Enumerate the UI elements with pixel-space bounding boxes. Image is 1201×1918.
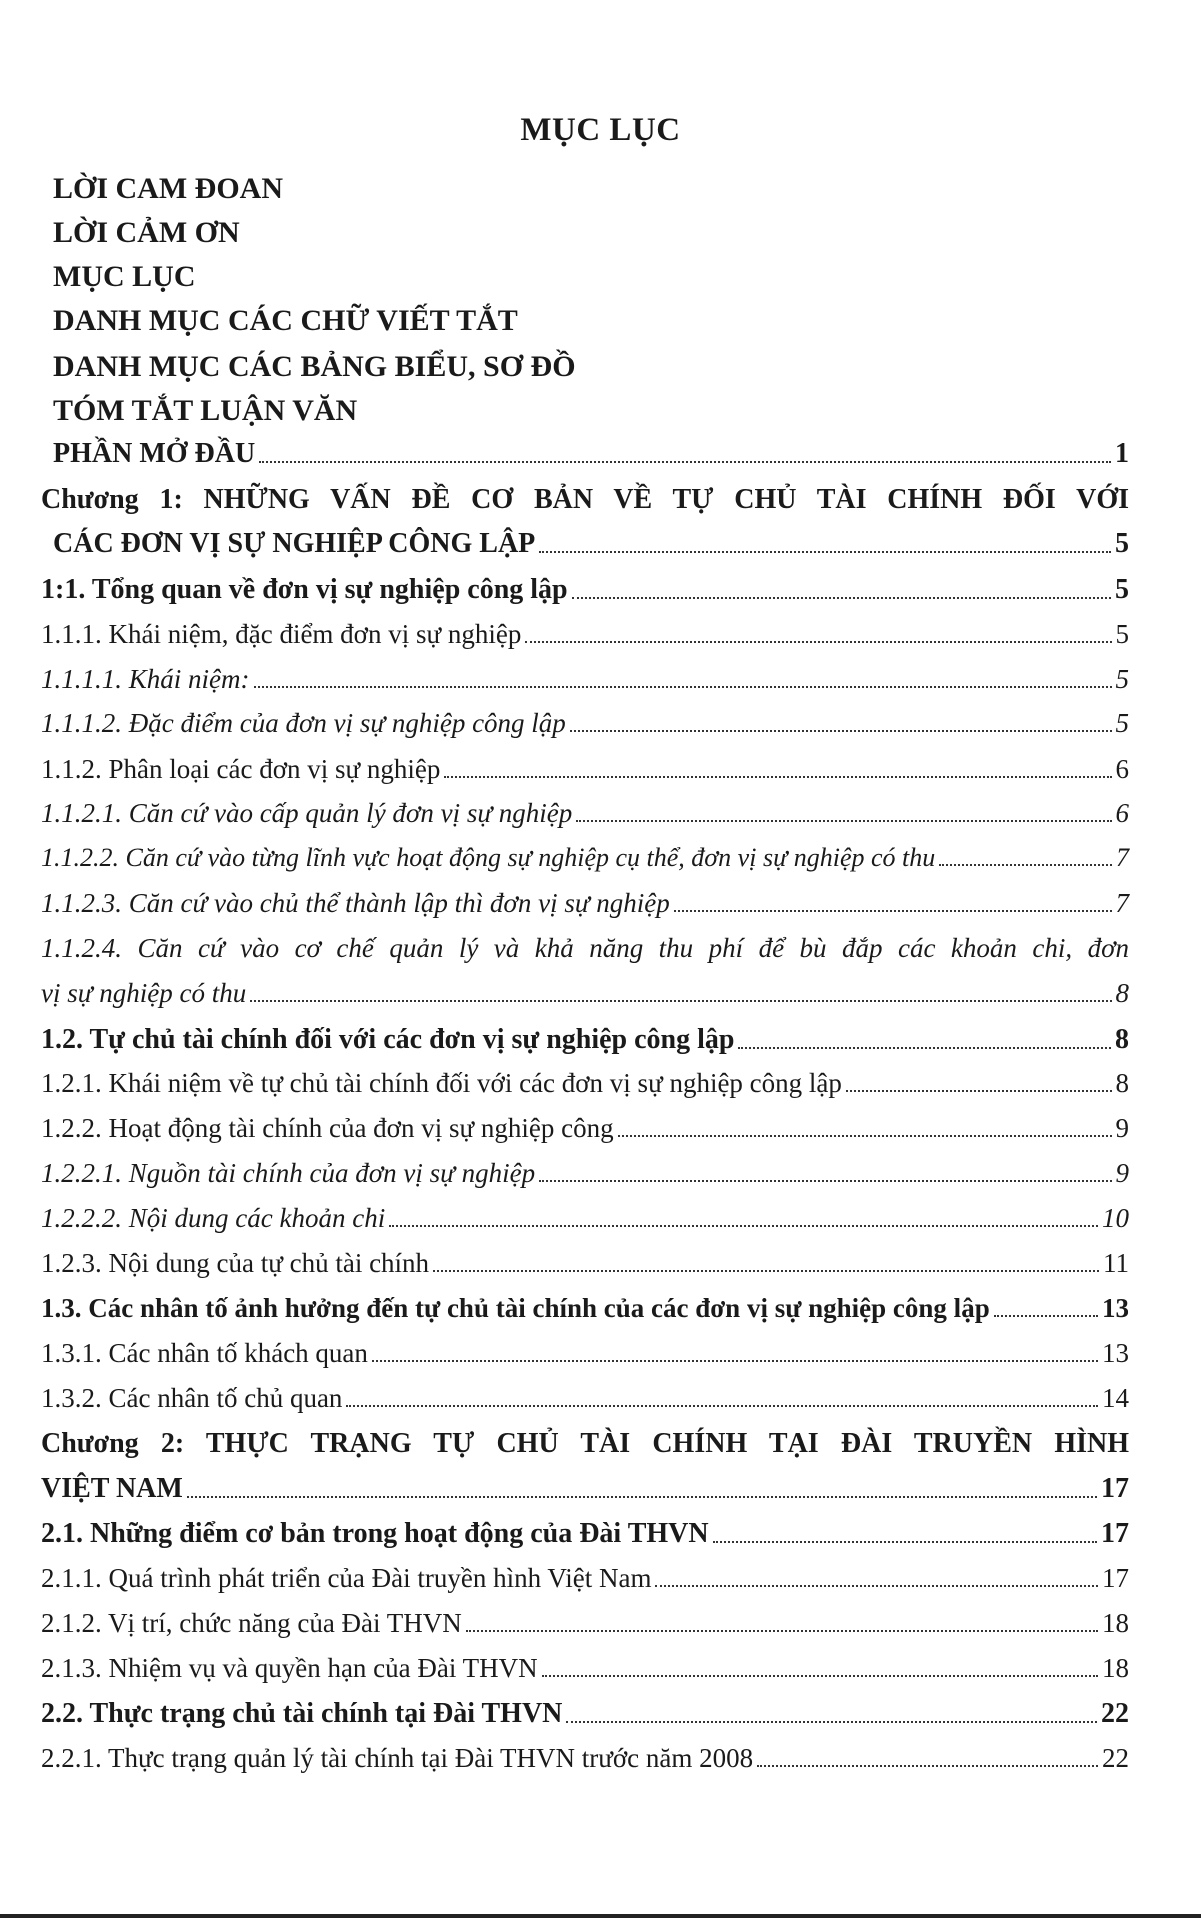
leader-dots: [566, 1721, 1097, 1723]
toc-entry: [41, 1608, 1129, 1639]
leader-dots: [576, 820, 1111, 822]
entry-text: 1.2.2. Hoạt động tài chính của đơn vị sự nghiệp công: [41, 1113, 614, 1143]
toc-entry: [41, 1113, 1129, 1144]
leader-dots: [372, 1360, 1098, 1362]
entry-text: 2.2.1. Thực trạng quản lý tài chính tại Đài THVN trước năm 2008: [41, 1743, 754, 1773]
toc-entry: [41, 1698, 1129, 1730]
front-matter-item: LỜI CẢM ƠN: [53, 216, 240, 249]
front-matter-item: DANH MỤC CÁC CHỮ VIẾT TẮT: [53, 304, 518, 337]
entry-text: CÁC ĐƠN VỊ SỰ NGHIỆP CÔNG LẬP: [53, 528, 536, 559]
entry-text: 1.1.2. Phân loại các đơn vị sự nghiệp: [41, 754, 441, 784]
toc-entry: [41, 1293, 1129, 1324]
leader-dots: [389, 1225, 1098, 1227]
entry-text: 1.2.3. Nội dung của tự chủ tài chính: [41, 1248, 430, 1278]
entry-text: PHẦN MỞ ĐẦU: [53, 438, 256, 469]
toc-entry: [41, 1158, 1129, 1189]
leader-dots: [346, 1405, 1098, 1407]
chapter-heading-line: Chương 1: NHỮNG VẤN ĐỀ CƠ BẢN VỀ TỰ CHỦ TÀI CHÍNH ĐỐI VỚI: [41, 484, 1129, 515]
toc-entry: [41, 708, 1129, 739]
front-matter-item: MỤC LỤC: [53, 260, 196, 293]
leader-dots: [539, 551, 1111, 553]
entry-text: 1.1.1. Khái niệm, đặc điểm đơn vị sự nghiệp: [41, 619, 522, 649]
toc-entry: [41, 843, 1129, 873]
front-matter-item: TÓM TẮT LUẬN VĂN: [53, 394, 358, 427]
page-number: 17: [1101, 1473, 1129, 1504]
toc-entry: [53, 438, 1129, 470]
entry-text: 1.2.2.2. Nội dung các khoản chi: [41, 1203, 386, 1233]
leader-dots: [713, 1541, 1097, 1543]
page-number: 6: [1115, 754, 1129, 784]
toc-entry: [41, 1068, 1129, 1099]
entry-heading-line: 1.1.2.4. Căn cứ vào cơ chế quản lý và khả năng thu phí để bù đắp các khoản chi, đơn: [41, 933, 1129, 963]
toc-entry: [41, 754, 1129, 785]
page-number: 8: [1115, 1024, 1129, 1055]
leader-dots: [254, 686, 1112, 688]
toc-entry: [41, 1203, 1129, 1234]
entry-text: 1.1.2.2. Căn cứ vào từng lĩnh vực hoạt động sự nghiệp cụ thể, đơn vị sự nghiệp có thu: [41, 843, 936, 872]
toc-entry: [41, 798, 1129, 829]
entry-text: 1.2.1. Khái niệm về tự chủ tài chính đối với các đơn vị sự nghiệp công lập: [41, 1068, 842, 1098]
entry-text: 2.1.1. Quá trình phát triển của Đài truyền hình Việt Nam: [41, 1563, 652, 1593]
toc-entry: [41, 1563, 1129, 1594]
entry-text: 1.3.1. Các nhân tố khách quan: [41, 1338, 368, 1368]
leader-dots: [738, 1047, 1111, 1049]
page-number: 18: [1102, 1608, 1129, 1638]
toc-entry: [41, 1518, 1129, 1550]
page-number: 9: [1115, 1113, 1129, 1143]
leader-dots: [572, 597, 1111, 599]
entry-text: 1.1.1.1. Khái niệm:: [41, 664, 250, 694]
entry-text: 1.1.2.3. Căn cứ vào chủ thể thành lập thì đơn vị sự nghiệp: [41, 888, 670, 918]
toc-entry: [41, 1024, 1129, 1056]
leader-dots: [757, 1765, 1098, 1767]
leader-dots: [444, 776, 1111, 778]
scan-edge-line: [0, 1914, 1201, 1918]
entry-text: 1.1.2.1. Căn cứ vào cấp quản lý đơn vị sự nghiệp: [41, 798, 573, 828]
page-number: 1: [1115, 438, 1129, 469]
toc-entry: [41, 1248, 1129, 1279]
page-number: 14: [1102, 1383, 1129, 1413]
page-number: 13: [1102, 1338, 1129, 1368]
entry-text: 2.1.3. Nhiệm vụ và quyền hạn của Đài THVN: [41, 1653, 538, 1683]
page-number: 13: [1102, 1293, 1129, 1323]
toc-title: MỤC LỤC: [520, 112, 681, 148]
entry-text: 2.1.2. Vị trí, chức năng của Đài THVN: [41, 1608, 462, 1638]
toc-entry: [41, 888, 1129, 919]
page-number: 18: [1102, 1653, 1129, 1683]
toc-entry: [41, 1653, 1129, 1684]
leader-dots: [570, 730, 1112, 732]
page-number: 22: [1102, 1743, 1129, 1773]
page-number: 11: [1103, 1248, 1129, 1278]
entry-text: 1.2. Tự chủ tài chính đối với các đơn vị sự nghiệp công lập: [41, 1024, 735, 1055]
leader-dots: [466, 1630, 1098, 1632]
entry-text: 1.3.2. Các nhân tố chủ quan: [41, 1383, 343, 1413]
page-number: 17: [1102, 1563, 1129, 1593]
leader-dots: [539, 1180, 1111, 1182]
page-number: 8: [1115, 1068, 1129, 1098]
leader-dots: [259, 461, 1111, 463]
toc-entry: [41, 664, 1129, 695]
entry-text: vị sự nghiệp có thu: [41, 978, 247, 1008]
page-number: 7: [1115, 888, 1129, 918]
toc-entry: [41, 574, 1129, 606]
entry-text: 1:1. Tổng quan về đơn vị sự nghiệp công lập: [41, 574, 568, 605]
page-number: 17: [1101, 1518, 1129, 1549]
toc-entry: [41, 1383, 1129, 1414]
toc-entry: [41, 1743, 1129, 1774]
toc-entry: [41, 1473, 1129, 1505]
page-number: 5: [1115, 528, 1129, 559]
page-number: 10: [1102, 1203, 1129, 1233]
leader-dots: [939, 864, 1112, 866]
page-number: 5: [1115, 574, 1129, 605]
entry-text: 1.1.1.2. Đặc điểm của đơn vị sự nghiệp công lập: [41, 708, 566, 738]
page-number: 5: [1115, 664, 1129, 694]
chapter-heading-line: Chương 2: THỰC TRẠNG TỰ CHỦ TÀI CHÍNH TẠI ĐÀI TRUYỀN HÌNH: [41, 1428, 1129, 1459]
toc-entry: [41, 1338, 1129, 1369]
entry-text: 1.2.2.1. Nguồn tài chính của đơn vị sự nghiệp: [41, 1158, 536, 1188]
entry-text: 2.2. Thực trạng chủ tài chính tại Đài THVN: [41, 1698, 563, 1729]
page-number: 5: [1115, 708, 1129, 738]
leader-dots: [674, 910, 1112, 912]
page-number: 22: [1101, 1698, 1129, 1729]
leader-dots: [655, 1585, 1098, 1587]
front-matter-item: LỜI CAM ĐOAN: [53, 172, 283, 205]
leader-dots: [525, 641, 1111, 643]
entry-text: 1.3. Các nhân tố ảnh hưởng đến tự chủ tài chính của các đơn vị sự nghiệp công lập: [41, 1293, 990, 1323]
leader-dots: [542, 1675, 1098, 1677]
leader-dots: [187, 1496, 1097, 1498]
toc-entry: [53, 528, 1129, 560]
entry-text: VIỆT NAM: [41, 1473, 183, 1504]
entry-text: 2.1. Những điểm cơ bản trong hoạt động của Đài THVN: [41, 1518, 709, 1549]
leader-dots: [433, 1270, 1099, 1272]
front-matter-item: DANH MỤC CÁC BẢNG BIỂU, SƠ ĐỒ: [53, 350, 576, 383]
page-number: 8: [1115, 978, 1129, 1008]
leader-dots: [250, 1000, 1111, 1002]
leader-dots: [618, 1135, 1112, 1137]
leader-dots: [994, 1315, 1098, 1317]
page-number: 7: [1116, 843, 1129, 872]
toc-entry: [41, 978, 1129, 1009]
page-number: 6: [1115, 798, 1129, 828]
leader-dots: [846, 1090, 1112, 1092]
page-number: 9: [1115, 1158, 1129, 1188]
toc-entry: [41, 619, 1129, 650]
page-number: 5: [1115, 619, 1129, 649]
